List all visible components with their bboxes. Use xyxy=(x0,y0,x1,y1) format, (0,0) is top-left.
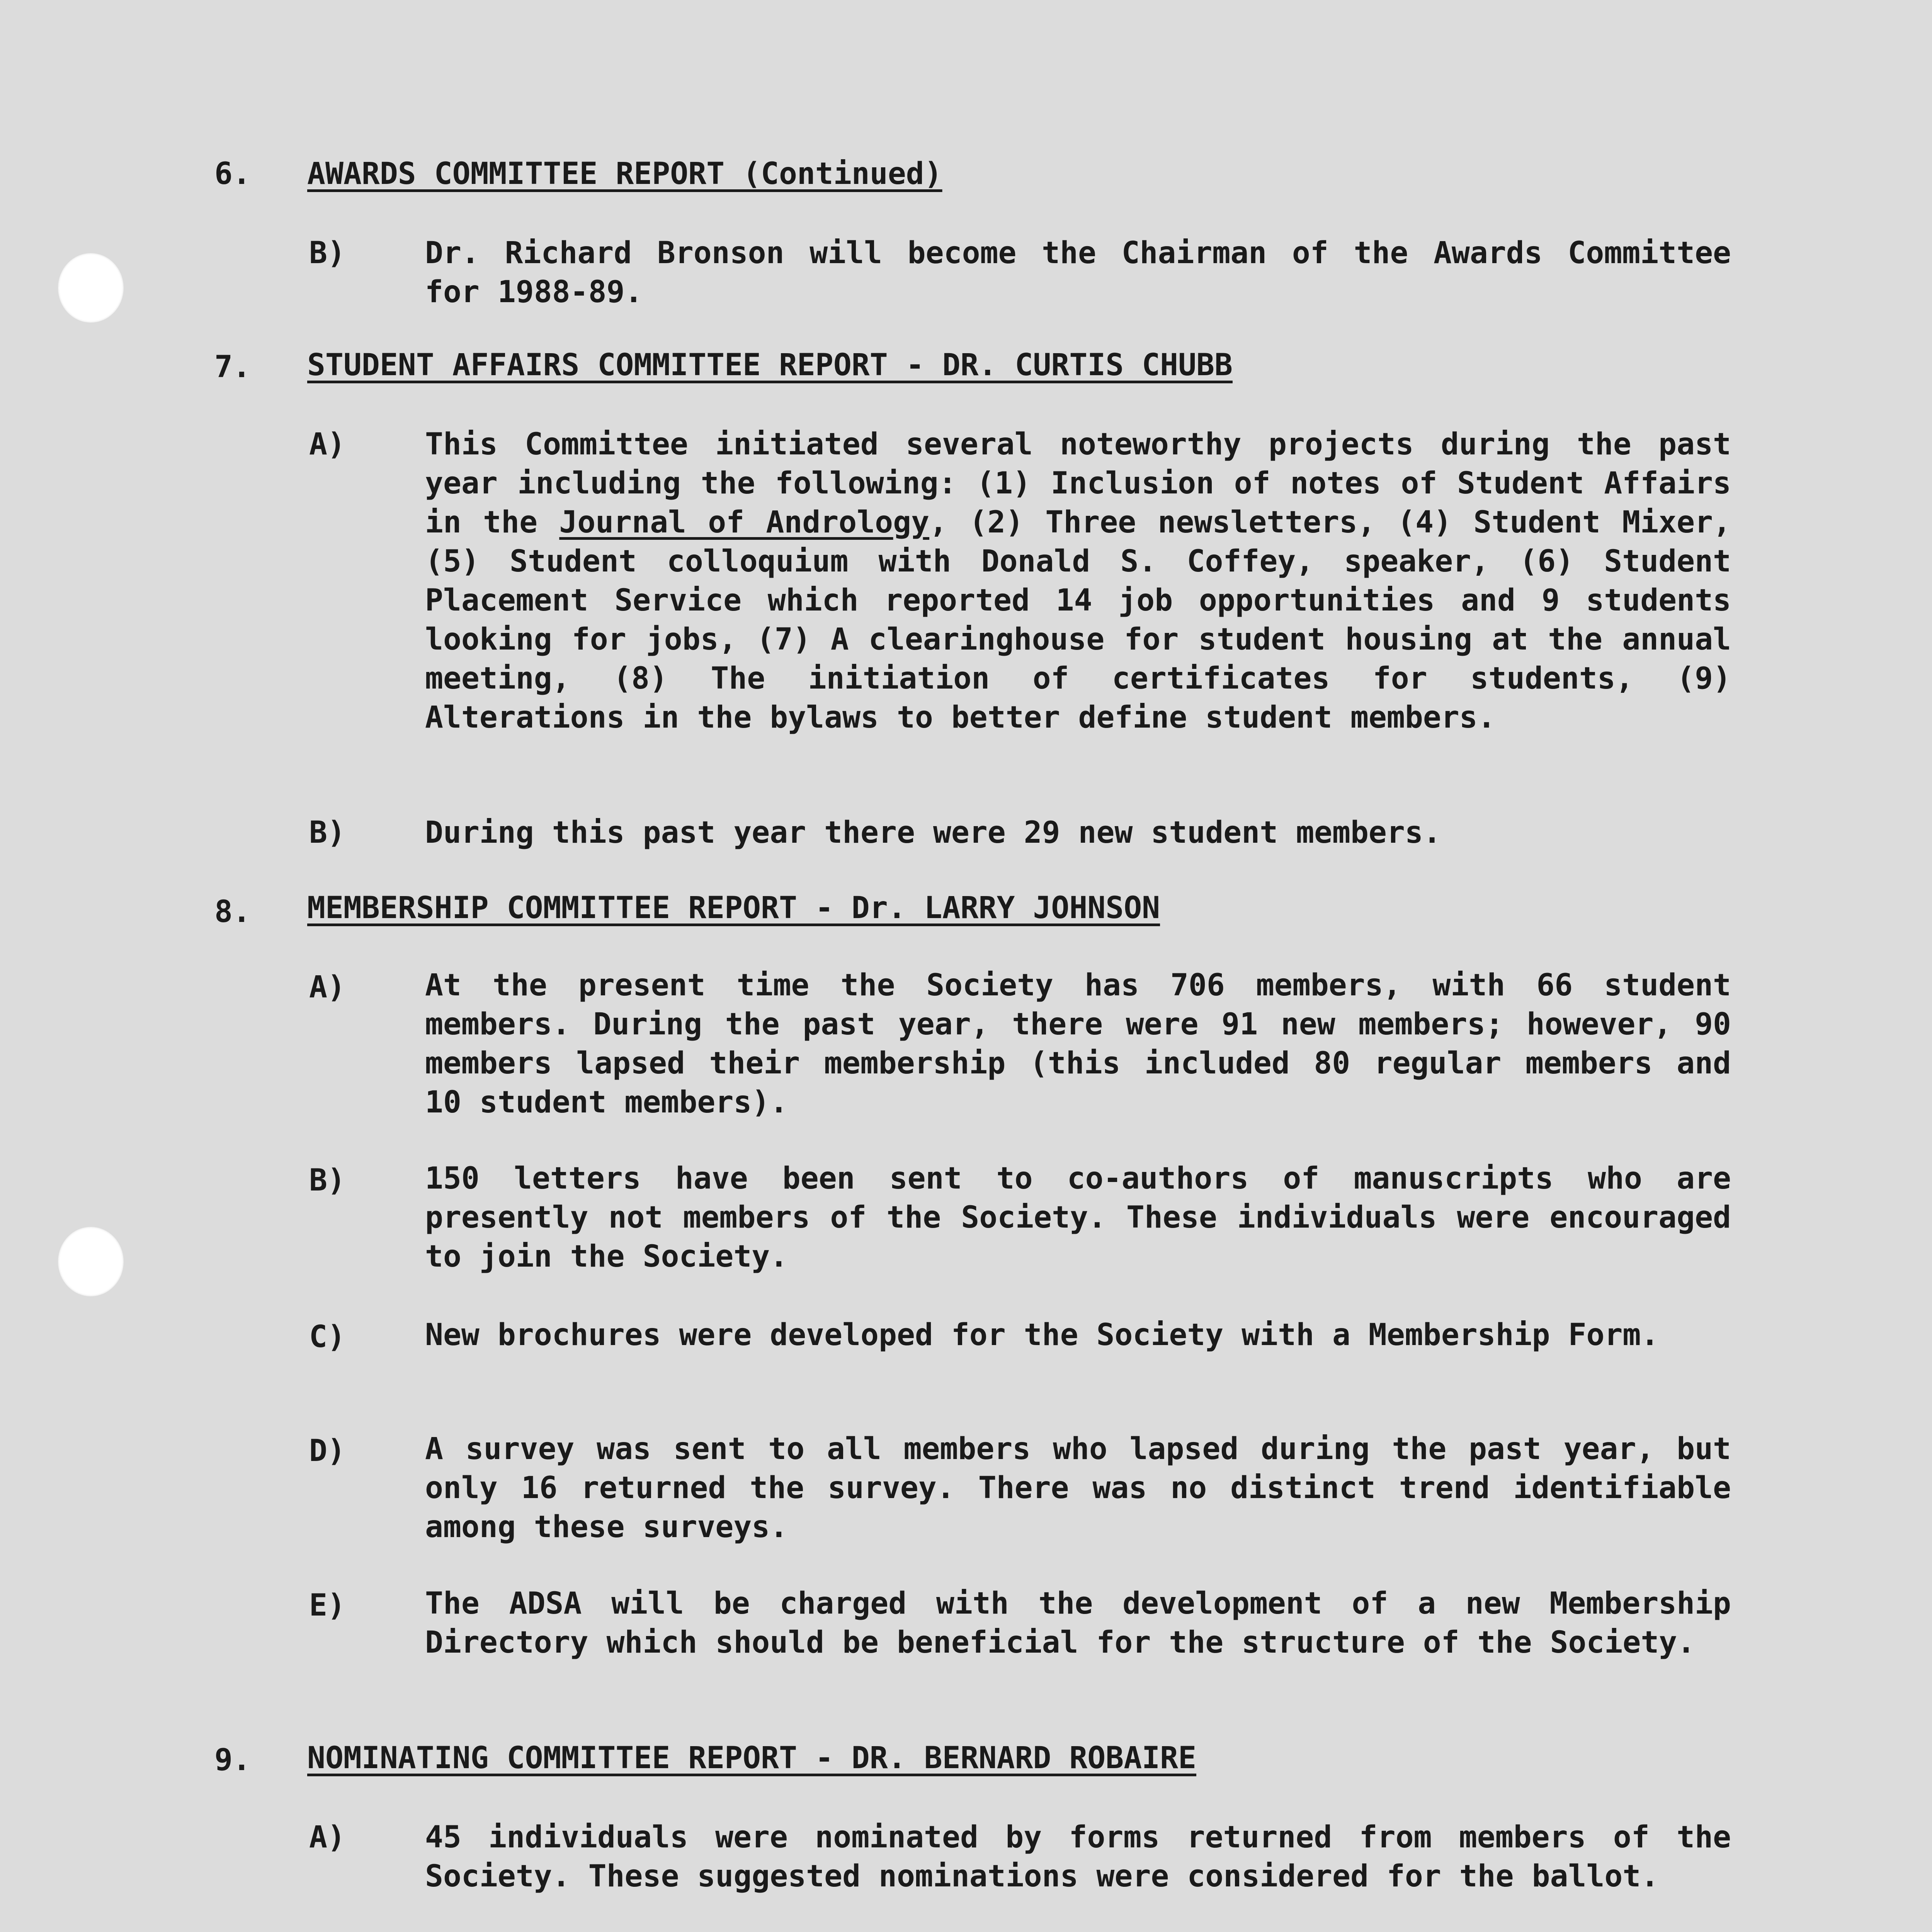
section-heading: MEMBERSHIP COMMITTEE REPORT - Dr. LARRY JOHNSON xyxy=(307,891,1160,925)
section-number: 6. xyxy=(214,156,251,191)
item-label: C) xyxy=(309,1320,345,1354)
item-text: Dr. Richard Bronson will become the Chairman of the Awards Committee for 1988-89. xyxy=(425,236,1731,310)
item-label: A) xyxy=(309,970,345,1005)
section-heading: NOMINATING COMMITTEE REPORT - DR. BERNARD ROBAIRE xyxy=(307,1741,1197,1776)
punch-hole xyxy=(58,253,124,323)
item-label: D) xyxy=(309,1434,345,1468)
item-text xyxy=(425,425,1731,737)
section-heading: STUDENT AFFAIRS COMMITTEE REPORT - DR. CURTIS CHUBB xyxy=(307,348,1233,383)
section-number: 9. xyxy=(214,1743,251,1777)
item-text: The ADSA will be charged with the development of a new Membership Directory which should be beneficial for the structure of the Society. xyxy=(425,1586,1731,1660)
item-label: E) xyxy=(309,1588,345,1623)
item-text: 150 letters have been sent to co-authors of manuscripts who are presently not members of the Society. These individuals were encouraged to join the Society. xyxy=(425,1161,1731,1274)
item-text: During this past year there were 29 new student members. xyxy=(425,815,1441,850)
item-label: B) xyxy=(309,236,345,270)
punch-hole xyxy=(58,1227,124,1296)
item-text: At the present time the Society has 706 members, with 66 student members. During the past year, there were 91 new members; however, 90 members lapsed their membership (this included 80 regular members and 10 student members). xyxy=(425,968,1731,1120)
item-label: B) xyxy=(309,815,345,850)
item-text: A survey was sent to all members who lapsed during the past year, but only 16 returned the survey. There was no distinct trend identifiable among these surveys. xyxy=(425,1432,1731,1544)
section-heading: AWARDS COMMITTEE REPORT (Continued) xyxy=(307,156,942,191)
journal-title: Journal of Andrology xyxy=(559,505,930,540)
section-number: 7. xyxy=(214,350,251,384)
item-text: 45 individuals were nominated by forms returned from members of the Society. These suggested nominations were considered for the ballot. xyxy=(425,1820,1731,1894)
section-number: 8. xyxy=(214,895,251,929)
item-label: B) xyxy=(309,1163,345,1198)
item-text: New brochures were developed for the Society with a Membership Form. xyxy=(425,1318,1659,1352)
item-text-part: , (2) Three newsletters, (4) Student Mixer, (5) Student colloquium with Donald S. Coffey, speaker, (6) Student Placement Service which reported 14 job opportunities and 9 students looking for jobs, (7) A clearinghouse for student housing at the annual meeting, (8) The initiation of certificates for students, (9) Alterations in the bylaws to better define student members. xyxy=(425,505,1731,735)
item-label: A) xyxy=(309,427,345,462)
item-label: A) xyxy=(309,1820,345,1855)
item-text-part: This Committee initiated several noteworthy projects during the past year including the following: (1) Inclusion of notes of Student Affairs in the xyxy=(425,427,1731,540)
